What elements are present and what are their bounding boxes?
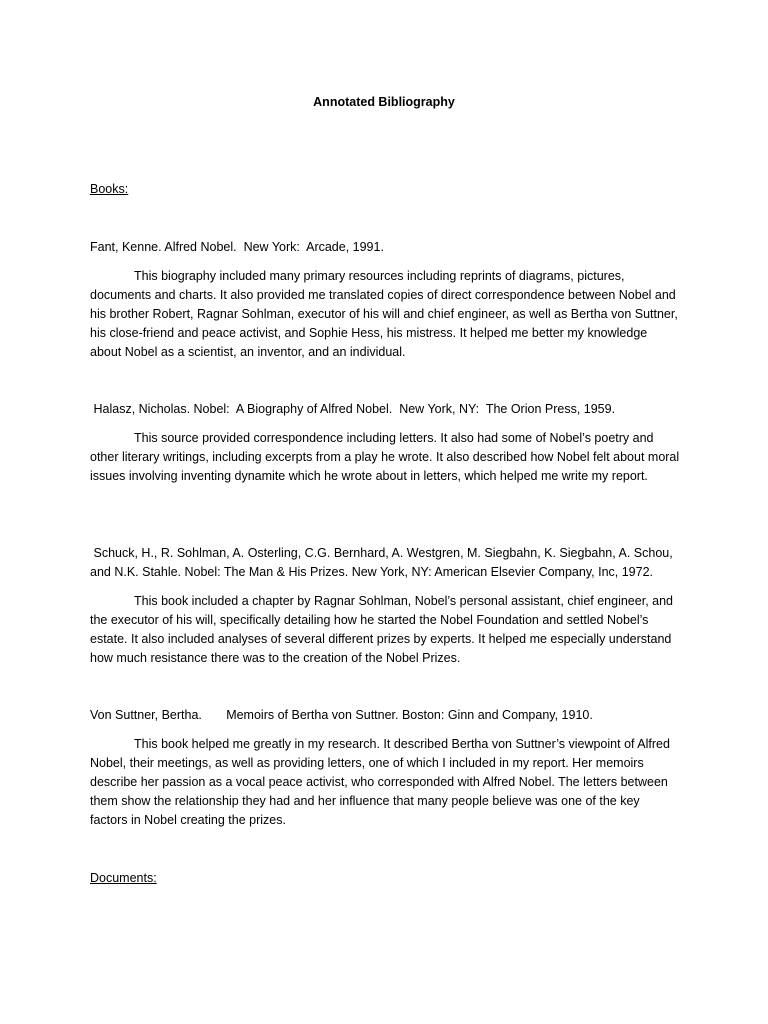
annotation-schuck: This book included a chapter by Ragnar Sohlman, Nobel’s personal assistant, chief engineer, and the executor of his will, specifically detailing how he started the Nobel Foundation and settled Nobel’s estate. It also included analyses of several different prizes by experts. It helped me especially understand how much resistance there was to the creation of the Nobel Prizes. (90, 594, 673, 665)
citation-schuck: Schuck, H., R. Sohlman, A. Osterling, C.G. Bernhard, A. Westgren, M. Siegbahn, K. Siegbahn, A. Schou, and N.K. Stahle. Nobel: The Man & His Prizes. New York, NY: American Elsevier Company, Inc, 1972. (90, 546, 677, 579)
page-title: Annotated Bibliography (313, 95, 455, 109)
citation-fant: Fant, Kenne. Alfred Nobel. New York: Arcade, 1991. (90, 240, 384, 254)
books-heading: Books: (90, 182, 129, 196)
documents-heading: Documents: (90, 871, 157, 885)
citation-halasz: Halasz, Nicholas. Nobel: A Biography of Alfred Nobel. New York, NY: The Orion Press, 1959. (90, 402, 616, 416)
annotation-halasz: This source provided correspondence including letters. It also had some of Nobel’s poetry and other literary writings, including excerpts from a play he wrote. It also described how Nobel felt about moral issues involving inventing dynamite which he wrote about in letters, which helped me write my report. (90, 431, 680, 483)
annotation-fant: This biography included many primary resources including reprints of diagrams, pictures, documents and charts. It also provided me translated copies of direct correspondence between Nobel and his brother Robert, Ragnar Sohlman, executor of his will and chief engineer, as well as Bertha von Suttner, his close-friend and peace activist, and Sophie Hess, his mistress. It helped me better my knowledge about Nobel as a scientist, an inventor, and an individual. (90, 269, 678, 359)
citation-von-suttner: Von Suttner, Bertha. Memoirs of Bertha von Suttner. Boston: Ginn and Company, 1910. (90, 708, 593, 722)
annotation-von-suttner: This book helped me greatly in my research. It described Bertha von Suttner’s viewpoint of Alfred Nobel, their meetings, as well as providing letters, one of which I included in my report. Her memoirs describe her passion as a vocal peace activist, who corresponded with Alfred Nobel. The letters between them show the relationship they had and her influence that many people believe was one of the key factors in Nobel creating the prizes. (90, 737, 670, 827)
